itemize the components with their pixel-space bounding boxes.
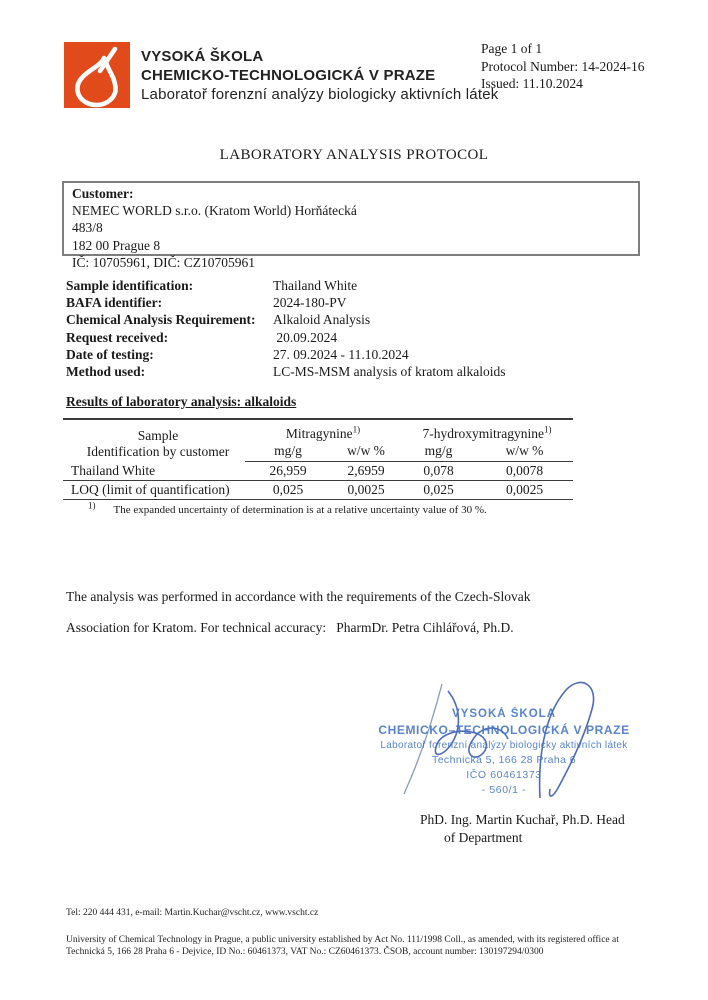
group-label: 7-hydroxymitragynine	[422, 426, 544, 441]
sample-info-row	[66, 277, 626, 294]
sample-info-row	[66, 329, 626, 346]
table-group-header-row	[63, 419, 573, 442]
results-table	[63, 418, 573, 500]
field-label: Sample identification:	[66, 278, 194, 293]
stamp-line: - 560/1 -	[481, 784, 527, 796]
page-number: Page 1 of 1	[481, 41, 543, 56]
group-label: Mitragynine	[285, 426, 353, 441]
field-value: LC-MS-MSM analysis of kratom alkaloids	[273, 364, 506, 380]
customer-street-number: 483/8	[72, 220, 103, 236]
sample-name-cell: LOQ (limit of quantification)	[63, 481, 245, 500]
value-cell: 0,078	[401, 462, 476, 481]
issued-date: Issued: 11.10.2024	[481, 76, 583, 91]
value-cell: 0,0078	[476, 462, 573, 481]
column-header-sample-line1: Sample	[137, 427, 179, 443]
column-header-sample	[63, 419, 245, 462]
results-heading: Results of laboratory analysis: alkaloids	[66, 394, 297, 409]
value-cell: 0,025	[245, 481, 331, 500]
field-value: Alkaloid Analysis	[273, 312, 371, 328]
footer-university-info	[66, 934, 646, 958]
table-footnote	[88, 500, 608, 516]
footer-university-line1: University of Chemical Technology in Prague, a public university established by Act No. 111/1998 Coll., as amended, with its registered office at	[66, 935, 619, 945]
field-label: Date of testing:	[66, 346, 154, 362]
sample-name-cell: Thailand White	[63, 462, 245, 481]
field-label: BAFA identifier:	[66, 295, 163, 311]
signatory-block	[420, 811, 625, 846]
unit-header: w/w %	[476, 442, 573, 462]
unit-header: w/w %	[331, 442, 401, 462]
customer-box	[62, 181, 640, 270]
footnote-ref: 1)	[544, 424, 552, 435]
value-cell: 26,959	[245, 462, 331, 481]
value-cell: 0,025	[401, 481, 476, 500]
stamp-line: Laboratoř forenzní analýzy biologicky aktivních látek	[380, 740, 628, 751]
signatory-name: PhD. Ing. Martin Kuchař, Ph.D. Head	[420, 812, 625, 827]
sample-info-row	[66, 346, 626, 363]
institution-stamp	[358, 706, 650, 798]
field-value: 20.09.2024	[273, 329, 338, 345]
column-group-7-hydroxymitragynine	[401, 419, 573, 442]
footer-university-line2: Technická 5, 166 28 Praha 6 - Dejvice, ID No.: 60461373, VAT No.: CZ60461373. ČSOB, account number: 130197294/0300	[66, 947, 544, 957]
flask-drop-icon	[64, 42, 130, 108]
column-group-mitragynine	[245, 419, 401, 442]
customer-name: NEMEC WORLD s.r.o. (Kratom World) Horňátecká	[72, 203, 357, 219]
unit-header: mg/g	[245, 442, 331, 462]
unit-header: mg/g	[401, 442, 476, 462]
field-value: Thailand White	[273, 278, 358, 293]
value-cell: 0,0025	[331, 481, 401, 500]
field-value: 27. 09.2024 - 11.10.2024	[273, 346, 409, 362]
footer-contact-line: Tel: 220 444 431, e-mail: Martin.Kuchar@vscht.cz, www.vscht.cz	[66, 908, 319, 918]
stamp-line: CHEMICKO–TECHNOLOGICKÁ V PRAZE	[378, 723, 630, 737]
sample-info-row	[66, 363, 626, 380]
footnote-ref: 1)	[352, 424, 361, 435]
field-label: Method used:	[66, 364, 146, 380]
signatory-title: of Department	[444, 829, 523, 845]
org-name-line2: CHEMICKO-TECHNOLOGICKÁ V PRAZE	[141, 67, 436, 84]
column-header-sample-line2: Identification by customer	[86, 443, 230, 459]
org-name-line1: VYSOKÁ ŠKOLA	[141, 48, 264, 65]
table-row-thailand-white	[63, 462, 573, 481]
sample-info-section	[66, 277, 626, 380]
customer-label: Customer:	[72, 186, 134, 201]
statement-line1: The analysis was performed in accordance with the requirements of the Czech-Slovak	[66, 589, 531, 604]
sample-info-row	[66, 294, 626, 311]
footnote-marker: 1)	[88, 500, 96, 511]
field-label: Chemical Analysis Requirement:	[66, 312, 256, 328]
document-title: LABORATORY ANALYSIS PROTOCOL	[219, 147, 489, 163]
customer-city: 182 00 Prague 8	[72, 237, 161, 253]
organization-name-block	[141, 47, 498, 104]
stamp-line: VYSOKÁ ŠKOLA	[451, 708, 556, 720]
value-cell: 2,6959	[331, 462, 401, 481]
protocol-meta-block	[481, 40, 644, 93]
protocol-number: Protocol Number: 14-2024-16	[481, 58, 645, 74]
sample-info-row	[66, 311, 626, 328]
field-label: Request received:	[66, 329, 169, 345]
org-subtitle: Laboratoř forenzní analýzy biologicky aktivních látek	[141, 86, 499, 103]
value-cell: 0,0025	[476, 481, 573, 500]
stamp-line: Technická 5, 166 28 Praha 6	[432, 754, 576, 766]
table-row-loq	[63, 481, 573, 500]
stamp-line: IČO 60461373	[466, 769, 542, 781]
customer-tax-ids: IČ: 10705961, DIČ: CZ10705961	[72, 254, 256, 270]
statement-line2: Association for Kratom. For technical accuracy: PharmDr. Petra Cihlářová, Ph.D.	[66, 620, 514, 635]
vscht-logo	[64, 42, 130, 108]
footnote-text: The expanded uncertainty of determination is at a relative uncertainty value of 30 %.	[113, 504, 487, 516]
field-value: 2024-180-PV	[273, 295, 347, 311]
